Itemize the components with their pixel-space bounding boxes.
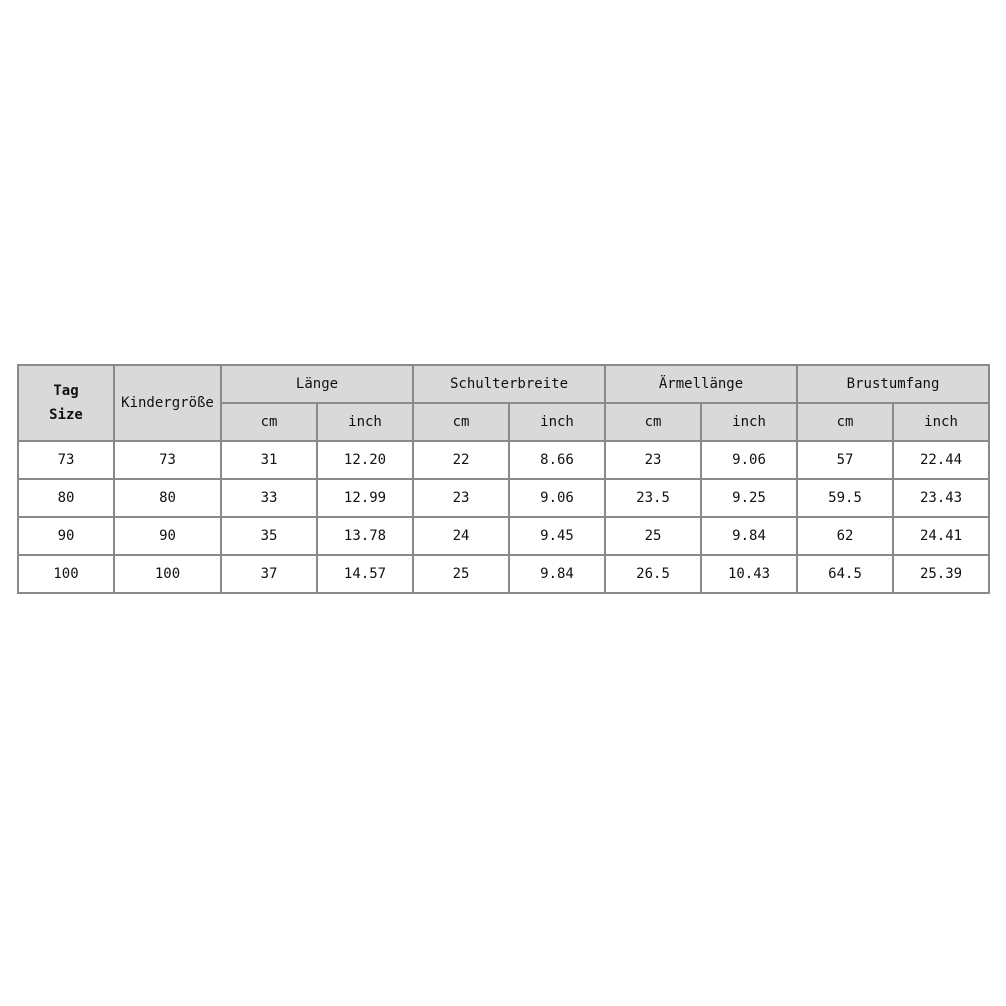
header-size-line: Size [49, 407, 83, 423]
table-cell: 33 [221, 479, 317, 517]
table-cell: 9.06 [509, 479, 605, 517]
header-brustumfang: Brustumfang [797, 365, 989, 403]
table-cell: 100 [114, 555, 221, 593]
table-cell: 90 [18, 517, 114, 555]
table-cell: 22 [413, 441, 509, 479]
table-cell: 8.66 [509, 441, 605, 479]
header-tag-line: Tag [53, 383, 79, 399]
unit-header: cm [221, 403, 317, 441]
unit-header: cm [797, 403, 893, 441]
table-cell: 57 [797, 441, 893, 479]
table-cell: 80 [114, 479, 221, 517]
table-cell: 24 [413, 517, 509, 555]
table-cell: 37 [221, 555, 317, 593]
table-cell: 24.41 [893, 517, 989, 555]
unit-header: cm [605, 403, 701, 441]
table-cell: 73 [114, 441, 221, 479]
table-cell: 9.45 [509, 517, 605, 555]
table-cell: 100 [18, 555, 114, 593]
header-row-main [18, 365, 989, 403]
table-cell: 26.5 [605, 555, 701, 593]
table-cell: 35 [221, 517, 317, 555]
size-chart-table [17, 364, 990, 594]
table-cell: 25.39 [893, 555, 989, 593]
table-cell: 80 [18, 479, 114, 517]
unit-header: inch [893, 403, 989, 441]
table-cell: 25 [605, 517, 701, 555]
header-laenge: Länge [221, 365, 413, 403]
table-cell: 31 [221, 441, 317, 479]
table-cell: 22.44 [893, 441, 989, 479]
unit-header: inch [509, 403, 605, 441]
header-kindergroesse: Kindergröße [114, 365, 221, 441]
unit-header: inch [701, 403, 797, 441]
table-cell: 23.5 [605, 479, 701, 517]
table-cell: 12.99 [317, 479, 413, 517]
table-cell: 13.78 [317, 517, 413, 555]
header-tag-size [18, 365, 114, 441]
table-cell: 23 [605, 441, 701, 479]
table-cell: 64.5 [797, 555, 893, 593]
table-row [18, 441, 989, 479]
header-schulterbreite: Schulterbreite [413, 365, 605, 403]
unit-header: inch [317, 403, 413, 441]
table-cell: 23.43 [893, 479, 989, 517]
table-cell: 9.84 [701, 517, 797, 555]
header-aermellaenge: Ärmellänge [605, 365, 797, 403]
table-cell: 14.57 [317, 555, 413, 593]
table-cell: 59.5 [797, 479, 893, 517]
table-cell: 90 [114, 517, 221, 555]
table-cell: 12.20 [317, 441, 413, 479]
table-cell: 9.06 [701, 441, 797, 479]
table-row [18, 517, 989, 555]
table-cell: 10.43 [701, 555, 797, 593]
table-cell: 23 [413, 479, 509, 517]
unit-header: cm [413, 403, 509, 441]
table-cell: 73 [18, 441, 114, 479]
table-cell: 25 [413, 555, 509, 593]
table-row [18, 555, 989, 593]
table-cell: 9.84 [509, 555, 605, 593]
table-row [18, 479, 989, 517]
table-cell: 62 [797, 517, 893, 555]
table-cell: 9.25 [701, 479, 797, 517]
